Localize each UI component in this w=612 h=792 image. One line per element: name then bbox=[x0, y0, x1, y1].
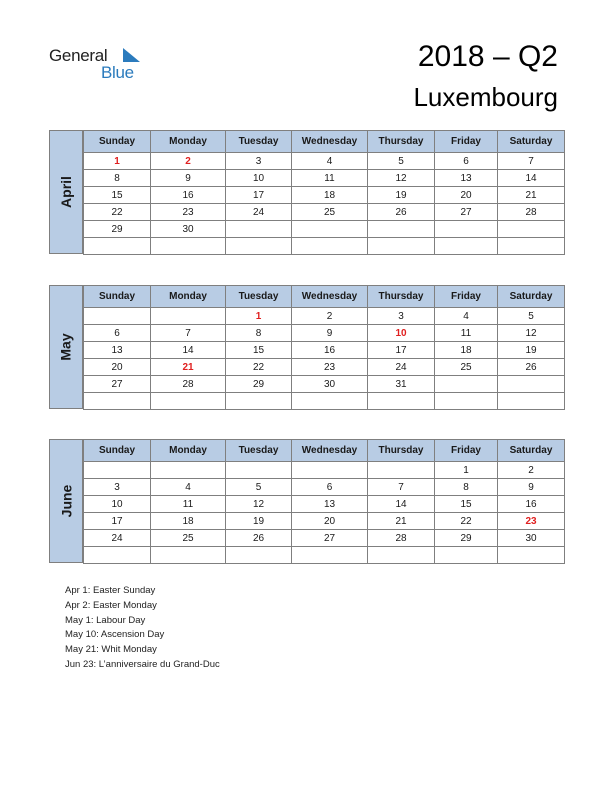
day-cell: 2 bbox=[292, 308, 368, 325]
day-cell: 29 bbox=[226, 376, 292, 393]
day-cell: 5 bbox=[226, 479, 292, 496]
weekday-header: Wednesday bbox=[292, 286, 368, 308]
day-cell: 26 bbox=[368, 204, 435, 221]
day-cell: 27 bbox=[435, 204, 498, 221]
day-cell: 20 bbox=[292, 513, 368, 530]
logo-text-general: General bbox=[49, 46, 108, 65]
day-cell: 14 bbox=[368, 496, 435, 513]
week-row bbox=[84, 496, 565, 513]
empty-day-cell bbox=[84, 462, 151, 479]
empty-day-cell bbox=[435, 376, 498, 393]
empty-day-cell bbox=[84, 393, 151, 410]
weekday-header: Wednesday bbox=[292, 131, 368, 153]
day-cell: 7 bbox=[498, 153, 565, 170]
empty-day-cell bbox=[498, 376, 565, 393]
day-cell: 9 bbox=[498, 479, 565, 496]
week-row bbox=[84, 376, 565, 393]
day-cell: 5 bbox=[368, 153, 435, 170]
day-cell: 20 bbox=[435, 187, 498, 204]
day-cell: 28 bbox=[368, 530, 435, 547]
day-cell: 21 bbox=[368, 513, 435, 530]
day-cell: 6 bbox=[84, 325, 151, 342]
day-cell: 10 bbox=[226, 170, 292, 187]
day-cell: 22 bbox=[435, 513, 498, 530]
day-cell: 17 bbox=[84, 513, 151, 530]
week-row bbox=[84, 325, 565, 342]
day-cell: 13 bbox=[84, 342, 151, 359]
holiday-day-cell: 23 bbox=[498, 513, 565, 530]
empty-day-cell bbox=[151, 462, 226, 479]
week-row bbox=[84, 308, 565, 325]
day-cell: 8 bbox=[435, 479, 498, 496]
day-cell: 18 bbox=[435, 342, 498, 359]
day-cell: 3 bbox=[84, 479, 151, 496]
empty-day-cell bbox=[435, 547, 498, 564]
weekday-header: Thursday bbox=[368, 131, 435, 153]
empty-day-cell bbox=[226, 238, 292, 255]
month-name: April bbox=[57, 176, 74, 208]
empty-day-cell bbox=[435, 393, 498, 410]
week-row bbox=[84, 479, 565, 496]
day-cell: 20 bbox=[84, 359, 151, 376]
day-cell: 17 bbox=[368, 342, 435, 359]
month-name: June bbox=[58, 484, 74, 518]
day-cell: 28 bbox=[498, 204, 565, 221]
weekday-header: Sunday bbox=[84, 440, 151, 462]
day-cell: 22 bbox=[84, 204, 151, 221]
empty-day-cell bbox=[498, 547, 565, 564]
day-cell: 19 bbox=[498, 342, 565, 359]
day-cell: 8 bbox=[84, 170, 151, 187]
weekday-header: Tuesday bbox=[226, 131, 292, 153]
day-cell: 11 bbox=[435, 325, 498, 342]
weekday-header: Friday bbox=[435, 286, 498, 308]
day-cell: 14 bbox=[498, 170, 565, 187]
holiday-day-cell: 21 bbox=[151, 359, 226, 376]
day-cell: 16 bbox=[292, 342, 368, 359]
empty-day-cell bbox=[151, 547, 226, 564]
day-cell: 9 bbox=[151, 170, 226, 187]
empty-day-cell bbox=[151, 238, 226, 255]
day-cell: 7 bbox=[368, 479, 435, 496]
day-cell: 11 bbox=[151, 496, 226, 513]
empty-day-cell bbox=[368, 393, 435, 410]
day-cell: 29 bbox=[84, 221, 151, 238]
day-cell: 13 bbox=[292, 496, 368, 513]
week-row bbox=[84, 238, 565, 255]
day-cell: 24 bbox=[368, 359, 435, 376]
week-row bbox=[84, 187, 565, 204]
empty-day-cell bbox=[226, 221, 292, 238]
day-cell: 25 bbox=[151, 530, 226, 547]
weekday-header: Tuesday bbox=[226, 440, 292, 462]
empty-day-cell bbox=[292, 462, 368, 479]
holiday-item: Jun 23: L’anniversaire du Grand-Duc bbox=[65, 658, 220, 670]
day-cell: 5 bbox=[498, 308, 565, 325]
day-cell: 3 bbox=[226, 153, 292, 170]
week-row bbox=[84, 204, 565, 221]
day-cell: 3 bbox=[368, 308, 435, 325]
weekday-header: Tuesday bbox=[226, 286, 292, 308]
day-cell: 26 bbox=[226, 530, 292, 547]
week-row bbox=[84, 342, 565, 359]
month-block-june bbox=[49, 439, 564, 563]
month-block-may bbox=[49, 285, 564, 409]
calendar-table bbox=[83, 130, 565, 255]
day-cell: 7 bbox=[151, 325, 226, 342]
day-cell: 18 bbox=[292, 187, 368, 204]
empty-day-cell bbox=[84, 547, 151, 564]
weekday-header: Friday bbox=[435, 440, 498, 462]
empty-day-cell bbox=[292, 547, 368, 564]
day-cell: 27 bbox=[292, 530, 368, 547]
day-cell: 16 bbox=[498, 496, 565, 513]
empty-day-cell bbox=[368, 221, 435, 238]
day-cell: 21 bbox=[498, 187, 565, 204]
calendar-table bbox=[83, 285, 565, 410]
day-cell: 24 bbox=[226, 204, 292, 221]
holiday-item: May 21: Whit Monday bbox=[65, 644, 157, 656]
day-cell: 24 bbox=[84, 530, 151, 547]
empty-day-cell bbox=[226, 393, 292, 410]
weekday-header: Saturday bbox=[498, 131, 565, 153]
day-cell: 30 bbox=[292, 376, 368, 393]
empty-day-cell bbox=[226, 462, 292, 479]
week-row bbox=[84, 170, 565, 187]
country-title: Luxembourg bbox=[413, 82, 558, 112]
day-cell: 4 bbox=[151, 479, 226, 496]
holiday-day-cell: 1 bbox=[84, 153, 151, 170]
empty-day-cell bbox=[368, 462, 435, 479]
week-row bbox=[84, 359, 565, 376]
weekday-header-row bbox=[84, 440, 565, 462]
empty-day-cell bbox=[368, 547, 435, 564]
day-cell: 30 bbox=[498, 530, 565, 547]
day-cell: 6 bbox=[292, 479, 368, 496]
holiday-day-cell: 2 bbox=[151, 153, 226, 170]
day-cell: 30 bbox=[151, 221, 226, 238]
day-cell: 8 bbox=[226, 325, 292, 342]
empty-day-cell bbox=[498, 221, 565, 238]
day-cell: 4 bbox=[435, 308, 498, 325]
day-cell: 15 bbox=[84, 187, 151, 204]
week-row bbox=[84, 393, 565, 410]
day-cell: 31 bbox=[368, 376, 435, 393]
day-cell: 6 bbox=[435, 153, 498, 170]
empty-day-cell bbox=[435, 238, 498, 255]
weekday-header: Thursday bbox=[368, 286, 435, 308]
weekday-header: Monday bbox=[151, 286, 226, 308]
logo-text-blue: Blue bbox=[101, 63, 134, 82]
day-cell: 15 bbox=[435, 496, 498, 513]
day-cell: 4 bbox=[292, 153, 368, 170]
day-cell: 11 bbox=[292, 170, 368, 187]
weekday-header: Saturday bbox=[498, 286, 565, 308]
weekday-header: Monday bbox=[151, 131, 226, 153]
day-cell: 9 bbox=[292, 325, 368, 342]
holiday-item: Apr 1: Easter Sunday bbox=[65, 585, 156, 596]
empty-day-cell bbox=[151, 308, 226, 325]
month-block-april bbox=[49, 130, 564, 254]
holiday-item: May 10: Ascension Day bbox=[65, 629, 165, 641]
day-cell: 12 bbox=[226, 496, 292, 513]
week-row bbox=[84, 530, 565, 547]
day-cell: 18 bbox=[151, 513, 226, 530]
day-cell: 23 bbox=[151, 204, 226, 221]
holiday-day-cell: 1 bbox=[226, 308, 292, 325]
empty-day-cell bbox=[292, 221, 368, 238]
weekday-header-row bbox=[84, 131, 565, 153]
week-row bbox=[84, 547, 565, 564]
empty-day-cell bbox=[84, 238, 151, 255]
month-label bbox=[49, 439, 83, 563]
empty-day-cell bbox=[498, 393, 565, 410]
empty-day-cell bbox=[226, 547, 292, 564]
day-cell: 28 bbox=[151, 376, 226, 393]
empty-day-cell bbox=[435, 221, 498, 238]
holiday-item: Apr 2: Easter Monday bbox=[65, 599, 157, 611]
page-title: 2018 – Q2 bbox=[417, 40, 558, 73]
weekday-header: Sunday bbox=[84, 131, 151, 153]
empty-day-cell bbox=[151, 393, 226, 410]
day-cell: 25 bbox=[292, 204, 368, 221]
weekday-header: Saturday bbox=[498, 440, 565, 462]
day-cell: 23 bbox=[292, 359, 368, 376]
month-label bbox=[49, 130, 83, 254]
calendar-table bbox=[83, 439, 565, 564]
logo-triangle-icon bbox=[121, 47, 141, 63]
holiday-list bbox=[65, 584, 220, 673]
holiday-day-cell: 10 bbox=[368, 325, 435, 342]
empty-day-cell bbox=[84, 308, 151, 325]
weekday-header: Thursday bbox=[368, 440, 435, 462]
day-cell: 2 bbox=[498, 462, 565, 479]
weekday-header: Wednesday bbox=[292, 440, 368, 462]
day-cell: 14 bbox=[151, 342, 226, 359]
day-cell: 26 bbox=[498, 359, 565, 376]
day-cell: 1 bbox=[435, 462, 498, 479]
weekday-header: Sunday bbox=[84, 286, 151, 308]
weekday-header: Monday bbox=[151, 440, 226, 462]
week-row bbox=[84, 462, 565, 479]
day-cell: 15 bbox=[226, 342, 292, 359]
week-row bbox=[84, 153, 565, 170]
day-cell: 22 bbox=[226, 359, 292, 376]
general-blue-logo bbox=[49, 44, 149, 84]
holiday-item: May 1: Labour Day bbox=[65, 614, 146, 626]
month-name: May bbox=[57, 333, 74, 361]
day-cell: 13 bbox=[435, 170, 498, 187]
empty-day-cell bbox=[368, 238, 435, 255]
week-row bbox=[84, 221, 565, 238]
empty-day-cell bbox=[292, 238, 368, 255]
day-cell: 27 bbox=[84, 376, 151, 393]
weekday-header: Friday bbox=[435, 131, 498, 153]
week-row bbox=[84, 513, 565, 530]
empty-day-cell bbox=[498, 238, 565, 255]
month-label bbox=[49, 285, 83, 409]
day-cell: 10 bbox=[84, 496, 151, 513]
day-cell: 12 bbox=[498, 325, 565, 342]
day-cell: 17 bbox=[226, 187, 292, 204]
day-cell: 19 bbox=[368, 187, 435, 204]
day-cell: 25 bbox=[435, 359, 498, 376]
weekday-header-row bbox=[84, 286, 565, 308]
day-cell: 16 bbox=[151, 187, 226, 204]
empty-day-cell bbox=[292, 393, 368, 410]
day-cell: 29 bbox=[435, 530, 498, 547]
day-cell: 12 bbox=[368, 170, 435, 187]
day-cell: 19 bbox=[226, 513, 292, 530]
